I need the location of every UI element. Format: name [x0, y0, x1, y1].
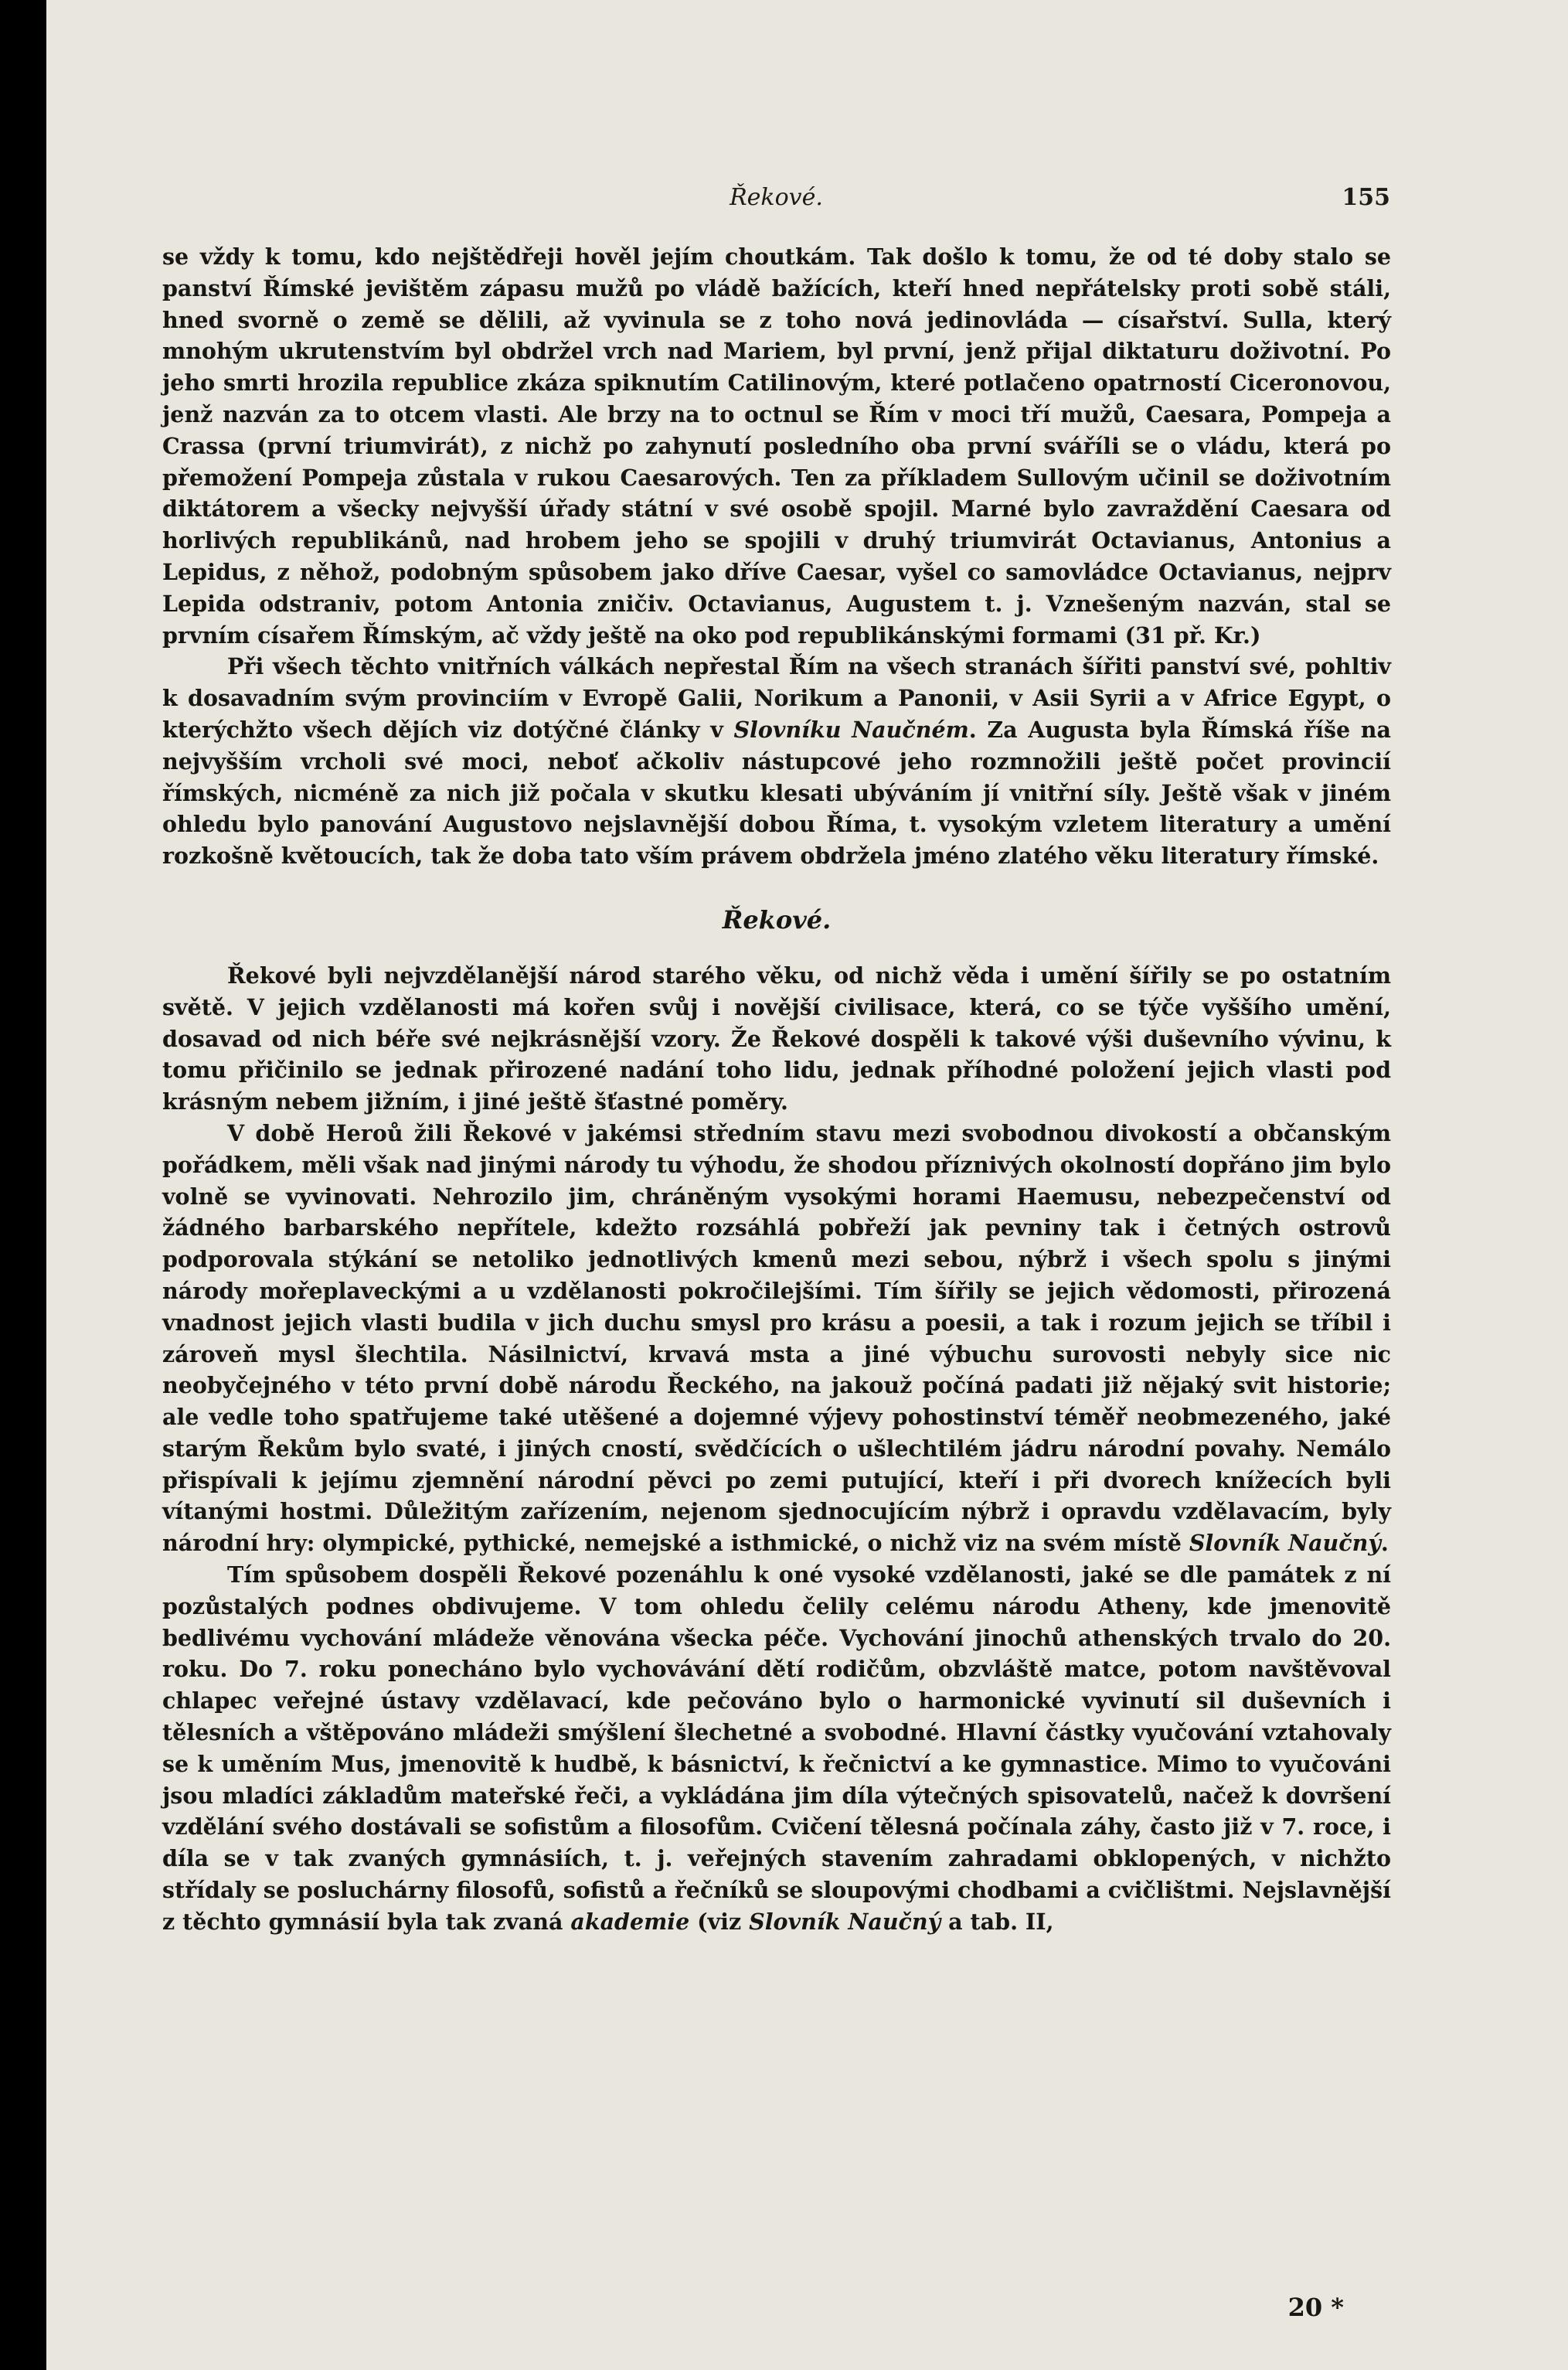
reference-slovnik: Slovník Naučný: [1189, 1530, 1381, 1557]
reference-akademie: akademie: [570, 1908, 690, 1935]
section-title: Řekové.: [722, 904, 832, 935]
paragraph-education: [162, 1559, 1391, 1938]
paragraph-augustus: [162, 651, 1391, 872]
paragraph-text: . Za Augusta byla Římská říše na nejvyšším vrcholi své moci, neboť ačkoliv nástupcové jeho rozmnožili ještě počet provincií římských, nicméně za nich již počala v skutku klesati ubýváním jí vnitřní síly. Ještě však v jiném ohledu bylo panování Augustovo nejslavnější dobou Říma, t. vysokým vzletem literatury a umění rozkošně květoucích, tak že doba tato vším právem obdržela jméno zlatého věku literatury římské.: [162, 716, 1391, 870]
page-header: [162, 175, 1390, 221]
paragraph-text: .: [1380, 1530, 1389, 1557]
reference-slovnik: Slovníku Naučném: [733, 716, 969, 743]
paragraph-heroic-age: [162, 1118, 1391, 1559]
paragraph-text: Tím spůsobem dospěli Řekové pozenáhlu k oné vysoké vzdělanosti, jaké se dle památek z ní pozůstalých podnes obdivujeme. V tom ohledu čelily celému národu Atheny, kde jmenovitě bedlivému vychování mládeže věnována všecka péče. Vychování jinochů athenských trvalo do 20. roku. Do 7. roku ponecháno bylo vychovávání dětí rodičům, obzvláště matce, potom navštěvoval chlapec veřejné ústavy vzdělavací, kde pečováno bylo o harmonické vyvinutí sil duševních i tělesních a vštěpováno mládeži smýšlení šlechetné a svobodné. Hlavní částky vyučování vztahovaly se k uměním Mus, jmenovitě k hudbě, k básnictví, k řečnictví a ke gymnastice. Mimo to vyučováni jsou mladíci základům mateřské řeči, a vykládána jim díla výtečných spisovatelů, načež k dovršení vzdělání svého dostávali se sofistům a filosofům. Cvičení tělesná počínala záhy, často již v 7. roce, i díla se v tak zvaných gymnásiích, t. j. veřejných stavením zahradami obklopených, v nichžto střídaly se posluchárny filosofů, sofistů a řečníků se sloupovými chodbami a cvičlištmi. Nejslavnější z těchto gymnásií byla tak zvaná: [162, 1561, 1391, 1935]
paragraph-greeks-intro: Řekové byli nejvzdělanější národ starého věku, od nichž věda i umění šířily se po ostatním světě. V jejich vzdělanosti má kořen svůj i novější civilisace, která, co se týče vyššího umění, dosavad od nich béře své nejkrásnější vzory. Že Řekové dospěli k takové výši duševního vývinu, k tomu přičinilo se jednak přirozené nadání toho lidu, jednak příhodné položení jejich vlasti pod krásným nebem jižním, i jiné ještě šťastné poměry.: [162, 962, 1391, 1115]
section-heading: [162, 903, 1391, 937]
book-page: [46, 0, 1568, 2370]
paragraph-text: a tab. II,: [940, 1908, 1054, 1935]
paragraph-text: V době Heroů žili Řekové v jakémsi středním stavu mezi svobodnou divokostí a občanským pořádkem, měli však nad jinými národy tu výhodu, že shodou příznivých okolností dopřáno jim bylo volně se vyvinovati. Nehrozilo jim, chráněným vysokými horami Haemusu, nebezpečenství od žádného barbarského nepřítele, kdežto rozsáhlá pobřeží jak pevniny tak i četných ostrovů podporovala stýkání se netoliko jednotlivých kmenů mezi sebou, nýbrž i všech spolu s jinými národy mořeplaveckými a u vzdělanosti pokročilejšími. Tím šířily se jejich vědomosti, přirozená vnadnost jejich vlasti budila v jich duchu smysl pro krásu a poesii, a tak i rozum jejich se tříbil i zároveň mysl šlechtila. Násilnictví, krvavá msta a jiné výbuchu surovosti nebyly sice nic neobyčejného v této první době národu Řeckého, na jakouž počíná padati již nějaký svit historie; ale vedle toho spatřujeme také utěšené a dojemné výjevy pohostinství téměř neobmezeného, jaké starým Řekům bylo svaté, i jiných cností, svědčících o ušlechtilém jádru národní povahy. Nemálo přispívali k jejímu zjemnění národní pěvci po zemi putující, kteří i při dvorech knížecích byli vítanými hostmi. Důležitým zařízením, nejenom sjednocujícím nýbrž i opravdu vzdělavacím, byly národní hry: olympické, pythické, nemejské a isthmické, o nichž viz na svém místě: [162, 1119, 1391, 1557]
running-title: Řekové.: [730, 184, 823, 211]
page-body: [162, 241, 1391, 1938]
paragraph-text: Při všech těchto vnitřních válkách nepřestal Řím na všech stranách šířiti panství své, pohltiv k dosavadním svým provinciím v Evropě Galii, Norikum a Panonii, v Asii Syrii a v Africe Egypt, o kterýchžto všech dějích viz dotýčné články v: [162, 653, 1391, 743]
reference-slovnik: Slovník Naučný: [749, 1908, 941, 1935]
paragraph-roman-empire: se vždy k tomu, kdo nejštědřeji hověl jejím choutkám. Tak došlo k tomu, že od té doby stalo se panství Římské jevištěm zápasu mužů po vládě bažících, kteří hned nepřátelsky proti sobě stáli, hned svorně o země se dělili, až vyvinula se z toho nová jedinovláda — císařství. Sulla, který mnohým ukrutenstvím byl obdržel vrch nad Mariem, byl první, jenž přijal diktaturu doživotní. Po jeho smrti hrozila republice zkáza spiknutím Catilinovým, které potlačeno opatrností Ciceronovou, jenž nazván za to otcem vlasti. Ale brzy na to octnul se Řím v moci tří mužů, Caesara, Pompeja a Crassa (první triumvirát), z nichž po zahynutí posledního oba první sváříli se o vládu, která po přemožení Pompeja zůstala v rukou Caesarových. Ten za příkladem Sullovým učinil se doživotním diktátorem a všecky nejvyšší úřady státní v své osobě spojil. Marné bylo zavraždění Caesara od horlivých republikánů, nad hrobem jeho se spojili v druhý triumvirát Octavianus, Antonius a Lepidus, z něhož, podobným spůsobem jako dříve Caesar, vyšel co samovládce Octavianus, nejprv Lepida odstraniv, potom Antonia zničiv. Octavianus, Augustem t. j. Vznešeným nazván, stal se prvním císařem Římským, ač vždy ještě na oko pod republikánskými formami (31 př. Kr.): [162, 243, 1391, 649]
printer-signature: 20 *: [1287, 2293, 1344, 2322]
page-number: 155: [1342, 184, 1390, 211]
paragraph-text: (viz: [689, 1908, 750, 1935]
